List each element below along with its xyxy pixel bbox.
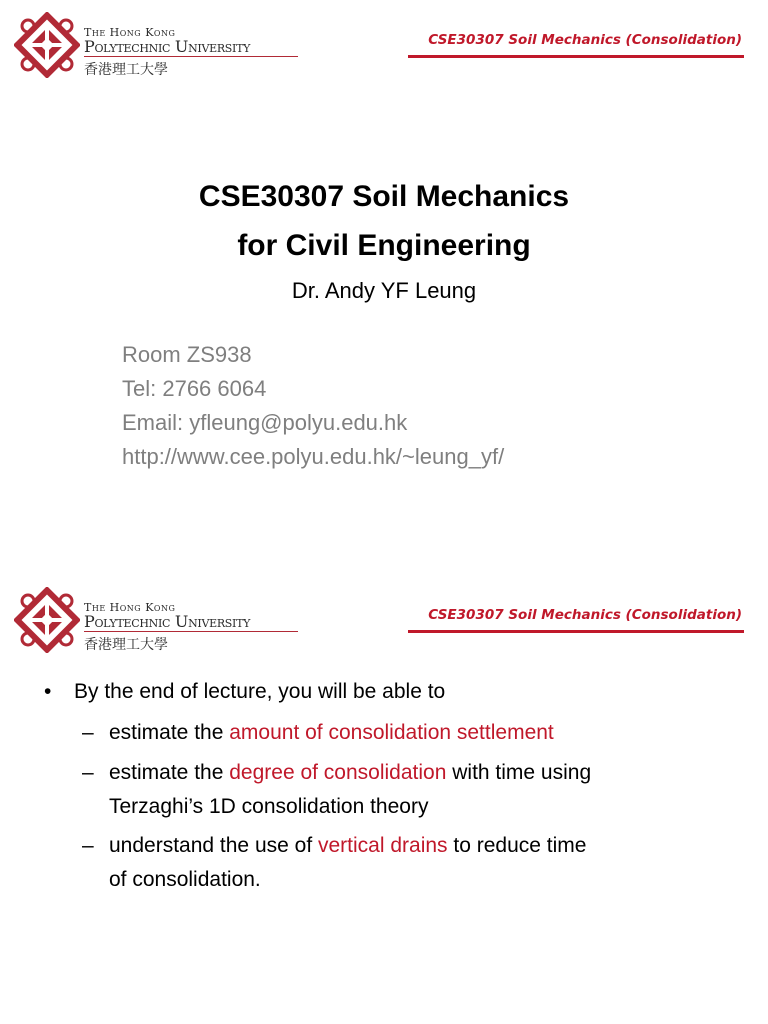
dash-icon: – — [82, 761, 94, 784]
polyu-logo-icon — [14, 587, 80, 653]
objective-item — [82, 716, 554, 750]
polyu-logo-icon — [14, 12, 80, 78]
objective-suffix: with time using — [446, 761, 592, 784]
objective-item — [82, 756, 591, 824]
objective-highlight: vertical drains — [318, 834, 448, 857]
objectives-slide — [0, 575, 768, 1024]
bullet-icon: • — [44, 680, 52, 703]
objective-prefix: understand the use of — [109, 834, 318, 857]
contact-tel: Tel: 2766 6064 — [122, 376, 267, 401]
university-name-main: Polytechnic University — [84, 37, 251, 56]
objective-prefix: estimate the — [109, 761, 230, 784]
objectives-bullet — [44, 680, 445, 704]
university-name-small: The Hong Kong — [84, 26, 176, 39]
objective-highlight: degree of consolidation — [229, 761, 447, 784]
university-name-small: The Hong Kong — [84, 601, 176, 614]
dash-icon: – — [82, 834, 94, 857]
university-name-underline — [84, 631, 298, 632]
course-tag: CSE30307 Soil Mechanics (Consolidation) — [428, 607, 742, 623]
slide-title-line-1: CSE30307 Soil Mechanics — [198, 180, 570, 213]
header-rule — [408, 55, 744, 58]
dash-icon: – — [82, 721, 94, 744]
university-name-chinese: 香港理工大學 — [84, 637, 168, 653]
slide-title-line-2: for Civil Engineering — [237, 229, 531, 262]
header-rule — [408, 630, 744, 633]
objective-highlight: amount of consolidation settlement — [229, 721, 554, 744]
objective-continuation: Terzaghi’s 1D consolidation theory — [109, 795, 429, 818]
objective-continuation: of consolidation. — [109, 868, 261, 891]
objectives-intro: By the end of lecture, you will be able to — [74, 680, 446, 703]
contact-email[interactable]: Email: yfleung@polyu.edu.hk — [122, 410, 408, 435]
course-tag: CSE30307 Soil Mechanics (Consolidation) — [428, 32, 742, 48]
objective-suffix: to reduce time — [447, 834, 587, 857]
contact-website[interactable]: http://www.cee.polyu.edu.hk/~leung_yf/ — [122, 444, 505, 469]
author-name: Dr. Andy YF Leung — [291, 278, 477, 303]
university-name-underline — [84, 56, 298, 57]
university-name-main: Polytechnic University — [84, 612, 251, 631]
objective-prefix: estimate the — [109, 721, 230, 744]
contact-room: Room ZS938 — [122, 342, 252, 367]
objective-item — [82, 829, 586, 897]
university-name-chinese: 香港理工大學 — [84, 62, 168, 78]
